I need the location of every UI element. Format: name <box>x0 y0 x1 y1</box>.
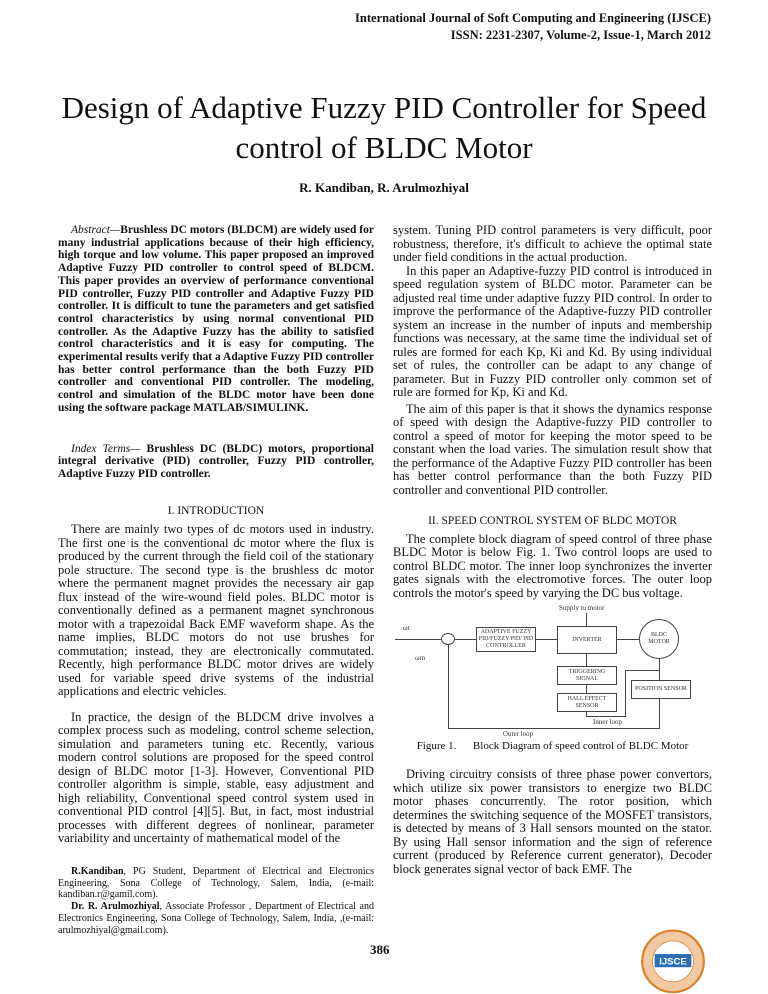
authors: R. Kandiban, R. Arulmozhiyal <box>299 180 469 195</box>
paper-title: Design of Adaptive Fuzzy PID Controller for Speed control of BLDC Motor <box>61 90 707 165</box>
abstract <box>58 224 374 415</box>
index-terms <box>58 443 374 481</box>
block-diagram <box>393 604 712 754</box>
journal-header <box>355 10 711 44</box>
paragraph: There are mainly two types of dc motors used in industry. The first one is the conventional dc motor where the flux is produced by the current through the field coil of the stationary pole structure. The second type is the brushless dc motor where the permanent magnet provides the necessary air gap flux instead of the wire-wound field poles. BLDC motor is conventionally defined as a permanent magnet synchronous motor with a trapezoidal Back EMF waveform shape. As the name implies, BLDC motors do not use brushes for commutation; instead, they are electronically commutated. Recently, high performance BLDC motor drives are widely used for variable speed drive systems of the industrial applications and electric vehicles. <box>58 522 374 699</box>
right-column <box>393 224 712 876</box>
position-sensor-block: POSITION SENSOR <box>631 680 691 699</box>
journal-name: International Journal of Soft Computing and Engineering (IJSCE) <box>355 11 711 25</box>
outer-loop-label: Outer loop <box>503 730 534 738</box>
footnote-author-1: R.Kandiban <box>71 866 124 877</box>
index-terms-text: Brushless DC (BLDC) motors, proportional integral derivative (PID) controller, Fuzzy PID controller, Adaptive Fuzzy PID controller. <box>58 442 374 480</box>
footnote-text-2: , Associate Professor , Department of Electrical and Electronics Engineering, Sona College of Technology, Salem, India, ,(e-mail: arulmozhiyal@gmail.com). <box>58 901 374 936</box>
index-terms-label: Index Terms— <box>71 442 141 455</box>
paragraph: In this paper an Adaptive-fuzzy PID control is introduced in speed regulation system of BLDC motor. Parameter can be adjusted real time under adaptive fuzzy PID control. In order to improve the performance of the Adaptive-fuzzy PID controller system an increase in the number of inputs and membership functions was necessary, at the same time the individual set of rules are formed for each Kp, Ki and Kd. By using individual set of rules, the controller can be adapt to any change of parameter. But in Fuzzy PID controller only common set of rule are formed for Kp, Ki and Kd. <box>393 263 712 399</box>
figure-number: Figure 1. <box>416 740 457 752</box>
abstract-label: Abstract— <box>71 224 121 236</box>
paragraph: The aim of this paper is that it shows the dynamics response of speed with design the Adaptive-fuzzy PID controller to control a speed of motor for keeping the motor speed to be constant when the load varies. The simulation result show that the performance of the Adaptive Fuzzy PID controller has been has better control performance than the both Fuzzy PID controller and conventional PID controller. <box>393 401 712 497</box>
ijsce-logo <box>640 928 706 994</box>
inner-loop-label: Inner loop <box>593 718 622 726</box>
section-1-heading: I. INTRODUCTION <box>167 504 265 517</box>
left-column <box>58 224 374 846</box>
summing-junction <box>441 633 455 645</box>
footnote-author-2: Dr. R. Arulmozhiyal <box>71 901 160 913</box>
page-number: 386 <box>370 942 390 957</box>
paragraph: The complete block diagram of speed control of three phase BLDC Motor is below Fig. 1. Two control loops are used to control BLDC motor. The inner loop synchronizes the inverter gates signals with the electromotive forces. The outer loop controls the motor's speed by varying the DC bus voltage. <box>393 531 712 600</box>
hall-sensor-block: HALL EFFECT SENSOR <box>557 693 617 712</box>
paragraph: system. Tuning PID control parameters is very difficult, poor robustness, therefore, it's difficult to achieve the optimal state under field conditions in the actual production. <box>393 223 712 264</box>
triggering-block: TRIGGERING SIGNAL <box>557 666 617 685</box>
footnotes <box>58 866 374 936</box>
paragraph: Driving circuitry consists of three phase power convertors, which utilize six power transistors to energize two BLDC motor phases concurrently. The rotor position, which determines the switching sequence of the MOSFET transistors, is detected by means of 3 Hall sensors mounted on the stator. By using Hall sensor information and the sign of reference current (produced by Reference current generator), Decoder block generates signal vector of back EMF. The <box>393 767 712 876</box>
footnote-text-1: , PG Student, Department of Electrical and Electronics Engineering, Sona College of Technology, Salem, India, (e-mail: kandiban.r@gamil.com). <box>58 866 374 901</box>
wm-label: ωm <box>415 654 426 662</box>
figure-caption-text: Block Diagram of speed control of BLDC Motor <box>472 740 689 752</box>
paragraph: In practice, the design of the BLDCM drive involves a complex process such as modeling, control scheme selection, simulation and parameters tuning etc. Recently, various modern control solutions are proposed for the speed control design of BLDC motor [1-3]. However, Conventional PID controller algorithm is simple, stable, easy adjustment and high reliability, Conventional speed control system used in conventional PID control [4][5]. But, in fact, most industrial processes with different degrees of nonlinear, parameter variability and uncertainty of mathematical model of the <box>58 709 374 846</box>
journal-issn: ISSN: 2231-2307, Volume-2, Issue-1, March 2012 <box>450 28 711 42</box>
figure-caption <box>393 740 712 753</box>
supply-label: Supply to motor <box>559 604 605 612</box>
section-2-heading: II. SPEED CONTROL SYSTEM OF BLDC MOTOR <box>428 515 677 527</box>
svg-text:IJSCE: IJSCE <box>659 956 687 968</box>
inverter-block: INVERTER <box>557 626 617 654</box>
wr-label: ωr <box>403 624 410 632</box>
bldc-motor-block: BLDC MOTOR <box>639 619 679 659</box>
controller-block: ADAPTIVE FUZZY PID/FUZZY PID/ PID CONTROLLER <box>476 627 536 652</box>
abstract-text: Brushless DC motors (BLDCM) are widely used for many industrial applications because of their high efficiency, high torque and low volume. This paper proposed an improved Adaptive Fuzzy PID controller to control speed of BLDCM. This paper provides an overview of performance conventional PID controller, Fuzzy PID controller and Adaptive Fuzzy PID controller. It is difficult to tune the parameters and get satisfied control characteristics by using normal conventional PID controller. As the Adaptive Fuzzy has the ability to satisfied control characteristics and it is easy for computing. The experimental results verify that a Adaptive Fuzzy PID controller has better control performance than the both Fuzzy PID controller and conventional PID controller. The modeling, control and simulation of the BLDC motor have been done using the software package MATLAB/SIMULINK. <box>58 224 374 414</box>
